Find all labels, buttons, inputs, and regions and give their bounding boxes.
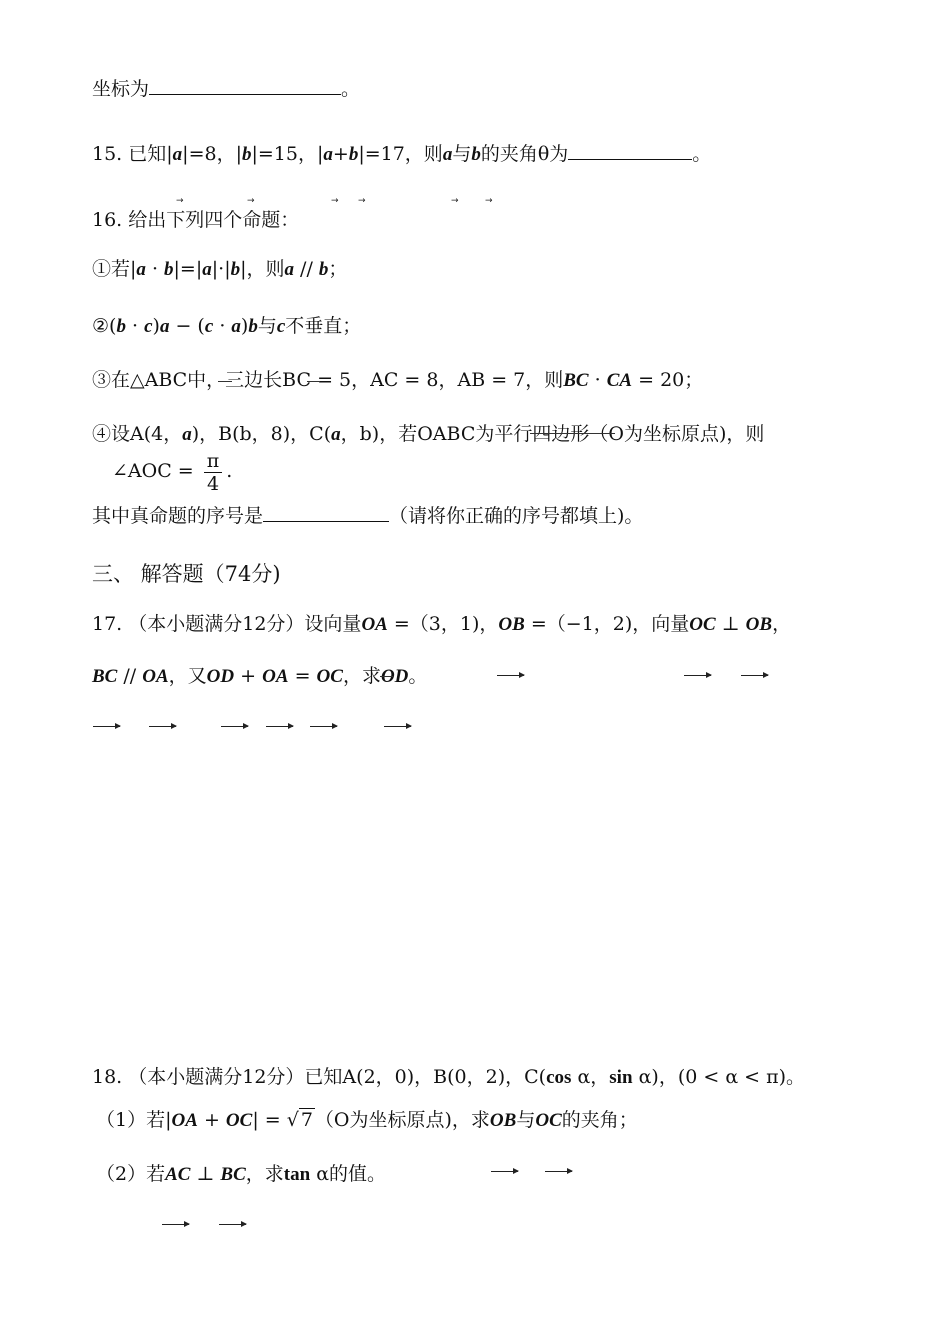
vector-a: a bbox=[172, 144, 183, 165]
vector-od: OD bbox=[206, 666, 235, 687]
prop-text: − ( bbox=[169, 315, 205, 337]
question-15 bbox=[92, 141, 711, 168]
q17-text: ， bbox=[772, 613, 792, 635]
vector-arrow-icon bbox=[384, 726, 411, 727]
sin-function: sin bbox=[609, 1067, 633, 1088]
q15-text: 的夹角θ为 bbox=[480, 143, 569, 165]
prop-text: ③在△ABC中，三边长BC = 5，AC = 8，AB = 7，则 bbox=[92, 369, 564, 391]
vector-bc: BC bbox=[220, 1164, 246, 1185]
q14-tail bbox=[92, 76, 360, 102]
q18-text: 的夹角； bbox=[561, 1109, 638, 1131]
vector-a: a bbox=[231, 316, 241, 337]
vector-arrow-icon bbox=[310, 726, 337, 727]
q17-text: =（3，1)， bbox=[387, 613, 499, 635]
answer-blank-14[interactable] bbox=[149, 76, 341, 95]
overprint-stroke bbox=[218, 381, 232, 382]
tan-function: tan bbox=[283, 1164, 311, 1185]
q17-text: 17. （本小题满分12分）设向量 bbox=[92, 613, 362, 635]
equals-sign: = bbox=[288, 665, 317, 687]
variable-a: a bbox=[331, 424, 341, 445]
prop-text: ，b)，若OABC为平行四边形（O为坐标原点)，则 bbox=[340, 423, 765, 445]
q18-text: （2）若 bbox=[96, 1163, 166, 1185]
vector-b: b bbox=[164, 259, 174, 280]
q15-text: 与 bbox=[452, 143, 472, 165]
q18-text: α的值。 bbox=[310, 1163, 387, 1185]
prop-text: |·| bbox=[211, 258, 231, 280]
vector-a: a bbox=[202, 259, 212, 280]
vector-arrow-icon bbox=[162, 1224, 189, 1225]
prop-text: ； bbox=[328, 258, 348, 280]
section-title: 三、 解答题（74分) bbox=[92, 562, 281, 586]
vector-arrow-icon bbox=[221, 726, 248, 727]
vector-ca: CA bbox=[606, 370, 633, 391]
vector-oc: OC bbox=[225, 1110, 253, 1131]
q17-text: 。 bbox=[408, 665, 428, 687]
fraction-numerator: π bbox=[204, 450, 223, 473]
question-17-line1 bbox=[92, 611, 791, 638]
vector-a: a bbox=[284, 259, 295, 280]
vector-arrow-icon: → bbox=[358, 196, 366, 206]
vector-b: b bbox=[248, 316, 258, 337]
proposition-1 bbox=[92, 256, 347, 283]
answer-blank-15[interactable] bbox=[568, 141, 692, 160]
prop-text: 不垂直； bbox=[285, 315, 362, 337]
vector-ob: OB bbox=[745, 614, 773, 635]
vector-a: a bbox=[136, 259, 146, 280]
parallel-symbol: // bbox=[294, 258, 319, 280]
perpendicular-symbol: ⊥ bbox=[715, 613, 746, 635]
dot-operator: · bbox=[145, 258, 165, 280]
dot-operator: · bbox=[588, 369, 607, 391]
vector-a: a bbox=[442, 144, 453, 165]
q15-text: |=15，| bbox=[251, 143, 324, 165]
q18-text: 与 bbox=[516, 1109, 536, 1131]
prop-text: . bbox=[226, 460, 233, 482]
vector-arrow-icon bbox=[684, 675, 711, 676]
vector-a: a bbox=[159, 316, 170, 337]
perpendicular-symbol: ⊥ bbox=[190, 1163, 221, 1185]
q18-text: （1）若| bbox=[96, 1109, 172, 1131]
vector-oa: OA bbox=[361, 614, 388, 635]
prop-text: = 20； bbox=[632, 369, 704, 391]
vector-arrow-icon bbox=[219, 1224, 246, 1225]
q18-text: | = bbox=[252, 1109, 287, 1131]
vector-c: c bbox=[204, 316, 214, 337]
q14-text: 坐标为 bbox=[92, 78, 150, 100]
vector-arrow-icon bbox=[497, 675, 524, 676]
plus-sign: + bbox=[332, 143, 349, 165]
fraction-pi-over-4 bbox=[204, 450, 223, 495]
question-16-answer bbox=[92, 503, 643, 529]
vector-ob: OB bbox=[489, 1110, 517, 1131]
radicand: 7 bbox=[300, 1109, 313, 1131]
fraction-denominator: 4 bbox=[206, 472, 220, 495]
vector-b: b bbox=[318, 259, 329, 280]
vector-od: OD bbox=[380, 666, 409, 687]
q18-text: （O为坐标原点)，求 bbox=[314, 1109, 490, 1131]
question-18-part2 bbox=[96, 1161, 386, 1188]
question-18-part1 bbox=[96, 1107, 638, 1134]
vector-oa: OA bbox=[262, 666, 289, 687]
vector-arrow-icon: → bbox=[331, 196, 339, 206]
vector-b: b bbox=[471, 144, 481, 165]
vector-b: b bbox=[348, 144, 359, 165]
proposition-2 bbox=[92, 313, 361, 340]
vector-arrow-icon bbox=[149, 726, 176, 727]
vector-arrow-icon bbox=[491, 1171, 518, 1172]
prop-text: ④设A(4， bbox=[92, 423, 183, 445]
prompt-text: 其中真命题的序号是 bbox=[92, 505, 264, 527]
prop-text: |=| bbox=[173, 258, 203, 280]
prop-text: |，则 bbox=[240, 258, 285, 280]
q15-period: 。 bbox=[692, 143, 712, 165]
q17-text: ，又 bbox=[168, 665, 207, 687]
vector-c: c bbox=[276, 316, 286, 337]
vector-arrow-icon: → bbox=[485, 196, 493, 206]
prop-text: ) bbox=[152, 315, 160, 337]
proposition-4 bbox=[92, 421, 764, 448]
vector-b: b bbox=[241, 144, 252, 165]
q15-text: |=8，| bbox=[182, 143, 242, 165]
question-17-line2 bbox=[92, 663, 427, 690]
variable-a: a bbox=[182, 424, 192, 445]
dot-operator: · bbox=[213, 315, 232, 337]
plus-sign: + bbox=[234, 665, 263, 687]
prop-text: )，B(b，8)，C( bbox=[191, 423, 332, 445]
sqrt-expression: √ 7 bbox=[286, 1109, 313, 1131]
vector-oc: OC bbox=[316, 666, 343, 687]
q18-text: α， bbox=[571, 1066, 610, 1088]
vector-arrow-icon: → bbox=[451, 196, 459, 206]
q17-text: ，求 bbox=[342, 665, 381, 687]
vector-ob: OB bbox=[498, 614, 525, 635]
cos-function: cos bbox=[546, 1067, 572, 1088]
vector-bc: BC bbox=[563, 370, 589, 391]
prop-text: ①若| bbox=[92, 258, 137, 280]
q18-text: ，求 bbox=[245, 1163, 284, 1185]
vector-arrow-icon bbox=[266, 726, 293, 727]
dot-operator: · bbox=[125, 315, 145, 337]
vector-arrow-icon bbox=[545, 1171, 572, 1172]
vector-arrow-icon: → bbox=[176, 196, 184, 206]
vector-arrow-icon: → bbox=[247, 196, 255, 206]
prop-text: 与 bbox=[257, 315, 277, 337]
proposition-4-angle bbox=[112, 447, 232, 495]
vector-oa: OA bbox=[171, 1110, 198, 1131]
q15-text: |=17，则 bbox=[358, 143, 443, 165]
q18-text: α)，(0 < α < π)。 bbox=[632, 1066, 806, 1088]
vector-oc: OC bbox=[535, 1110, 562, 1131]
vector-ac: AC bbox=[165, 1164, 191, 1185]
prop-text: ) bbox=[240, 315, 249, 337]
vector-arrow-icon bbox=[93, 726, 120, 727]
vector-b: b bbox=[230, 259, 241, 280]
q18-text: 18. （本小题满分12分）已知A(2，0)，B(0，2)，C( bbox=[92, 1066, 547, 1088]
proposition-3 bbox=[92, 367, 703, 394]
prompt-text: （请将你正确的序号都填上)。 bbox=[389, 505, 644, 527]
overprint-stroke bbox=[380, 676, 394, 677]
vector-bc: BC bbox=[92, 666, 118, 687]
vector-a: a bbox=[323, 144, 333, 165]
q15-text: 15. 已知| bbox=[92, 143, 173, 165]
parallel-symbol: // bbox=[117, 665, 143, 687]
vector-arrow-icon bbox=[741, 675, 768, 676]
prop-text: ②( bbox=[92, 315, 117, 337]
question-18-line1 bbox=[92, 1064, 805, 1091]
plus-sign: + bbox=[197, 1109, 226, 1131]
vector-b: b bbox=[116, 316, 126, 337]
overprint-stroke bbox=[307, 381, 319, 382]
question-16-heading: 16. 给出下列四个命题： bbox=[92, 209, 300, 231]
vector-oc: OC bbox=[689, 614, 716, 635]
vector-c: c bbox=[144, 316, 153, 337]
vector-oa: OA bbox=[142, 666, 169, 687]
q17-text: =（−1，2)，向量 bbox=[524, 613, 690, 635]
q14-period: 。 bbox=[341, 78, 361, 100]
overprint-stroke bbox=[530, 433, 615, 434]
answer-blank-16[interactable] bbox=[263, 503, 389, 522]
angle-aoc: ∠AOC = bbox=[112, 460, 200, 482]
